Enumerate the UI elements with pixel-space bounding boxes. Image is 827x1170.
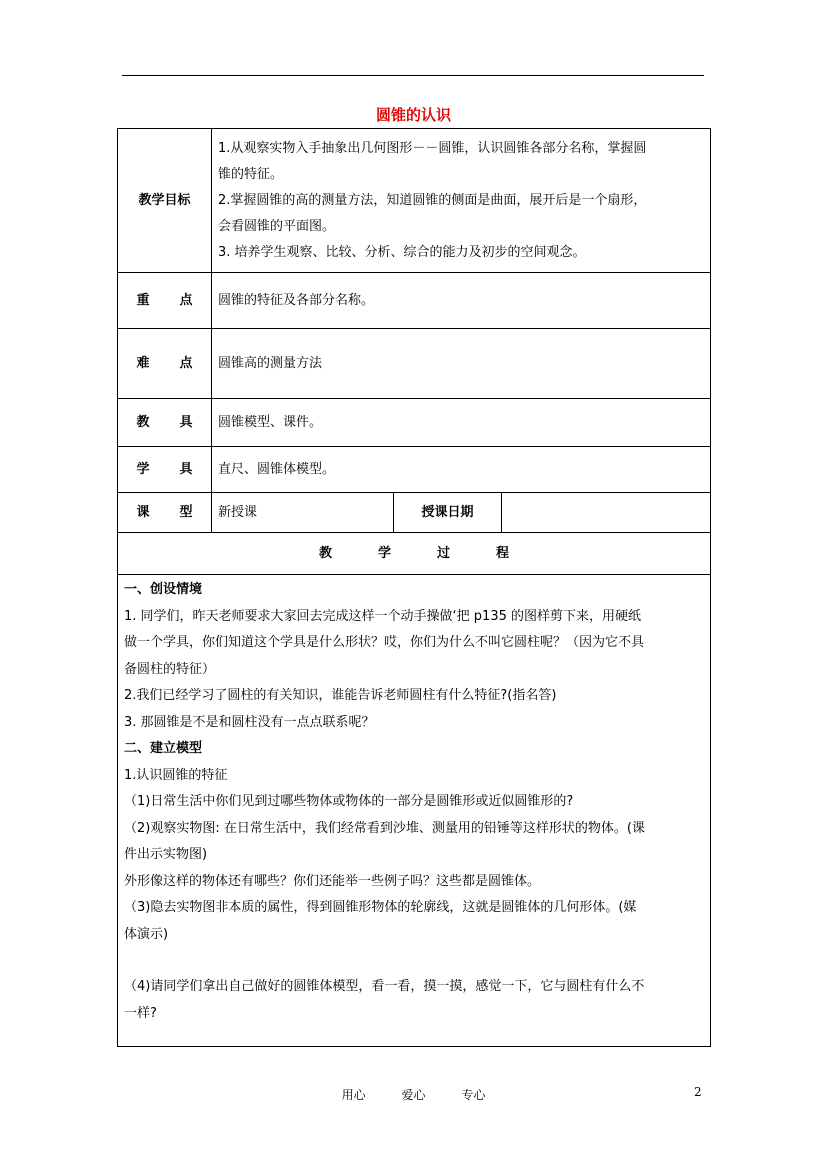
process-line: （3)隐去实物图非本质的属性，得到圆锥形物体的轮廓线，这就是圆锥体的几何形体。(媒 xyxy=(124,900,637,915)
key-point-label: 重 点 xyxy=(118,273,212,329)
header-rule xyxy=(122,75,704,76)
page-number: 2 xyxy=(694,1085,702,1099)
process-line: 件出示实物图) xyxy=(124,847,208,862)
key-point-value: 圆锥的特征及各部分名称。 xyxy=(212,273,711,329)
learning-tools-row xyxy=(118,447,711,493)
document-title: 圆锥的认识 xyxy=(375,106,451,124)
lesson-date-label: 授课日期 xyxy=(394,493,502,533)
lesson-type-row xyxy=(118,493,711,533)
lesson-type-label: 课 型 xyxy=(118,493,212,533)
teaching-tools-value: 圆锥模型、课件。 xyxy=(212,399,711,447)
process-content xyxy=(118,575,711,1047)
process-line: 1.认识圆锥的特征 xyxy=(124,767,228,783)
goal-line: 会看圆锥的平面图。 xyxy=(218,218,336,234)
lesson-plan-table xyxy=(117,128,711,1047)
process-line: （4)请同学们拿出自己做好的圆锥体模型，看一看，摸一摸，感觉一下，它与圆柱有什么不 xyxy=(124,979,645,994)
learning-tools-label: 学 具 xyxy=(118,447,212,493)
footer-motto: 用心 xyxy=(341,1088,366,1102)
teaching-tools-row xyxy=(118,399,711,447)
process-line: 3. 那圆锥是不是和圆柱没有一点点联系呢？ xyxy=(124,714,375,730)
process-line: 1. 同学们，昨天老师要求大家回去完成这样一个动手操做‘把 p135 的图样剪下来，用硬纸 xyxy=(124,608,641,624)
goal-line: 2.掌握圆锥的高的测量方法，知道圆锥的侧面是曲面，展开后是一个扇形， xyxy=(218,192,647,208)
section-heading: 一、创设情境 xyxy=(124,582,203,597)
goal-label: 教学目标 xyxy=(118,129,212,273)
difficulty-row xyxy=(118,329,711,399)
process-row xyxy=(118,575,711,1047)
difficulty-label: 难 点 xyxy=(118,329,212,399)
process-line: 体演示) xyxy=(124,926,169,942)
footer-motto: 爱心 xyxy=(401,1088,426,1102)
goal-line: 1.从观察实物入手抽象出几何图形－－圆锥，认识圆锥各部分名称，掌握圆 xyxy=(218,140,647,156)
process-line: （1)日常生活中你们见到过哪些物体或物体的一部分是圆锥形或近似圆锥形的? xyxy=(124,794,574,809)
goal-line: 3. 培养学生观察、比较、分析、综合的能力及初步的空间观念。 xyxy=(218,244,586,260)
process-line: 外形像这样的物体还有哪些？你们还能举一些例子吗？这些都是圆锥体。 xyxy=(124,873,541,889)
lesson-date-value xyxy=(502,493,711,533)
footer-motto: 专心 xyxy=(461,1088,486,1102)
goal-line: 锥的特征。 xyxy=(218,166,284,182)
process-header: 教 学 过 程 xyxy=(118,533,711,575)
process-header-row xyxy=(118,533,711,575)
key-point-row xyxy=(118,273,711,329)
difficulty-value: 圆锥高的测量方法 xyxy=(212,329,711,399)
goal-content xyxy=(212,129,711,273)
process-line: （2)观察实物图: 在日常生活中，我们经常看到沙堆、测量用的铅锤等这样形状的物体。(课 xyxy=(124,820,645,836)
process-line: 一样? xyxy=(124,1005,157,1021)
process-line: 备圆柱的特征） xyxy=(124,661,216,677)
teaching-tools-label: 教 具 xyxy=(118,399,212,447)
learning-tools-value: 直尺、圆锥体模型。 xyxy=(212,447,711,493)
lesson-type-value: 新授课 xyxy=(212,493,394,533)
section-heading: 二、建立模型 xyxy=(124,741,203,756)
process-line: 做一个学具，你们知道这个学具是什么形状？哎，你们为什么不叫它圆柱呢？（因为它不具 xyxy=(124,635,645,650)
process-line: 2.我们已经学习了圆柱的有关知识，谁能告诉老师圆柱有什么特征?(指名答) xyxy=(124,688,557,703)
page-footer xyxy=(0,1086,827,1103)
goal-row xyxy=(118,129,711,273)
